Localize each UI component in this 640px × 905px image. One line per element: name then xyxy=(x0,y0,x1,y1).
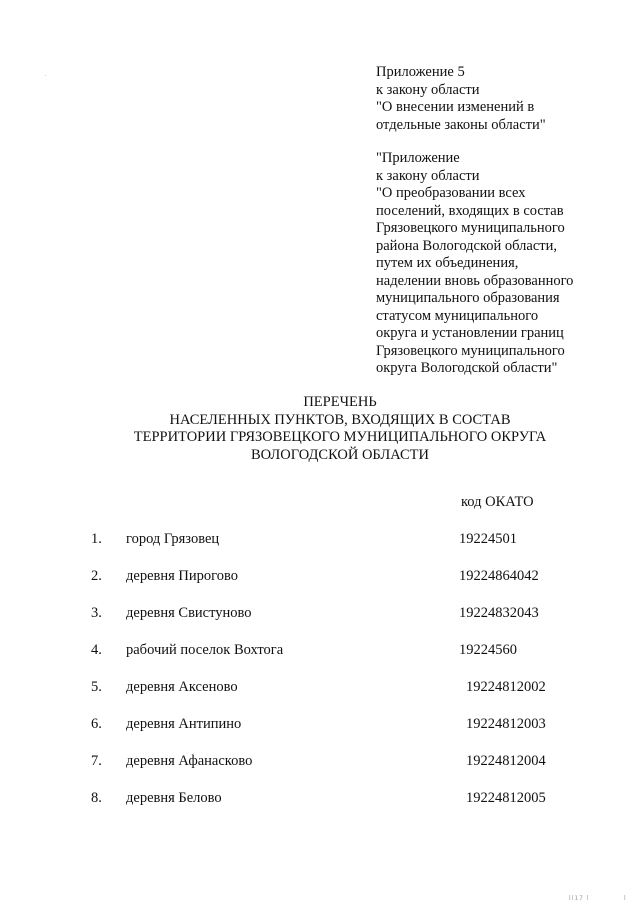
appendix-line: поселений, входящих в состав xyxy=(376,202,564,219)
item-number: 2. xyxy=(91,568,102,584)
settlement-name: деревня Антипино xyxy=(126,716,242,732)
list-item xyxy=(0,752,640,789)
appendix-line: муниципального образования xyxy=(376,290,560,306)
list-item xyxy=(0,604,640,641)
title-line: НАСЕЛЕННЫХ ПУНКТОВ, ВХОДЯЩИХ В СОСТАВ xyxy=(169,411,511,428)
item-number: 6. xyxy=(91,716,102,732)
item-number: 5. xyxy=(91,679,102,695)
list-item xyxy=(0,678,640,715)
settlement-name: рабочий поселок Вохтога xyxy=(126,642,284,658)
appendix-gap xyxy=(376,134,626,150)
settlement-name: деревня Аксеново xyxy=(126,679,238,695)
settlement-name: деревня Афанасково xyxy=(126,753,253,769)
scan-footer-mark-right: l xyxy=(624,895,626,902)
appendix-line: Грязовецкого муниципального xyxy=(376,220,565,236)
list-item xyxy=(0,641,640,678)
okato-code: 19224812004 xyxy=(466,753,546,769)
item-number: 8. xyxy=(91,790,102,806)
appendix-line: к закону области xyxy=(376,81,480,98)
title-line: ПЕРЕЧЕНЬ xyxy=(303,394,377,410)
appendix-line: наделении вновь образованного xyxy=(376,272,574,289)
okato-code: 19224560 xyxy=(459,642,517,658)
appendix-line: "Приложение xyxy=(376,150,460,166)
appendix-block xyxy=(376,64,626,378)
appendix-line: округа и установлении границ xyxy=(376,325,564,341)
okato-code: 19224812005 xyxy=(466,790,546,806)
appendix-line: Грязовецкого муниципального xyxy=(376,342,565,359)
item-number: 3. xyxy=(91,605,102,621)
list-item xyxy=(0,530,640,567)
item-number: 1. xyxy=(91,531,102,547)
settlement-name: деревня Пирогово xyxy=(126,568,238,584)
okato-code: 19224864042 xyxy=(459,568,539,584)
list-item xyxy=(0,789,640,826)
item-number: 4. xyxy=(91,642,102,658)
scan-footer-mark: ll17 l xyxy=(569,895,590,902)
appendix-line: путем их объединения, xyxy=(376,255,519,271)
okato-column-header: код ОКАТО xyxy=(461,494,534,510)
appendix-line: отдельные законы области" xyxy=(376,116,546,133)
item-number: 7. xyxy=(91,753,102,769)
appendix-line: округа Вологодской области" xyxy=(376,360,558,376)
appendix-line: к закону области xyxy=(376,167,480,184)
title-line: ВОЛОГОДСКОЙ ОБЛАСТИ xyxy=(251,446,429,463)
appendix-line: статусом муниципального xyxy=(376,307,539,324)
okato-code: 19224501 xyxy=(459,531,517,547)
settlement-list xyxy=(0,530,640,826)
document-title xyxy=(80,394,600,464)
scan-speck xyxy=(45,75,46,76)
appendix-line: Приложение 5 xyxy=(376,64,465,80)
okato-code: 19224812003 xyxy=(466,716,546,732)
settlement-name: деревня Белово xyxy=(126,790,222,806)
title-line: ТЕРРИТОРИИ ГРЯЗОВЕЦКОГО МУНИЦИПАЛЬНОГО ОКРУГА xyxy=(133,429,547,445)
appendix-line: "О преобразовании всех xyxy=(376,185,526,201)
list-item xyxy=(0,715,640,752)
okato-code: 19224812002 xyxy=(466,679,546,695)
appendix-line: "О внесении изменений в xyxy=(376,99,535,115)
okato-code: 19224832043 xyxy=(459,605,539,621)
list-item xyxy=(0,567,640,604)
settlement-name: деревня Свистуново xyxy=(126,605,252,621)
appendix-line: района Вологодской области, xyxy=(376,237,558,254)
settlement-name: город Грязовец xyxy=(126,531,220,547)
